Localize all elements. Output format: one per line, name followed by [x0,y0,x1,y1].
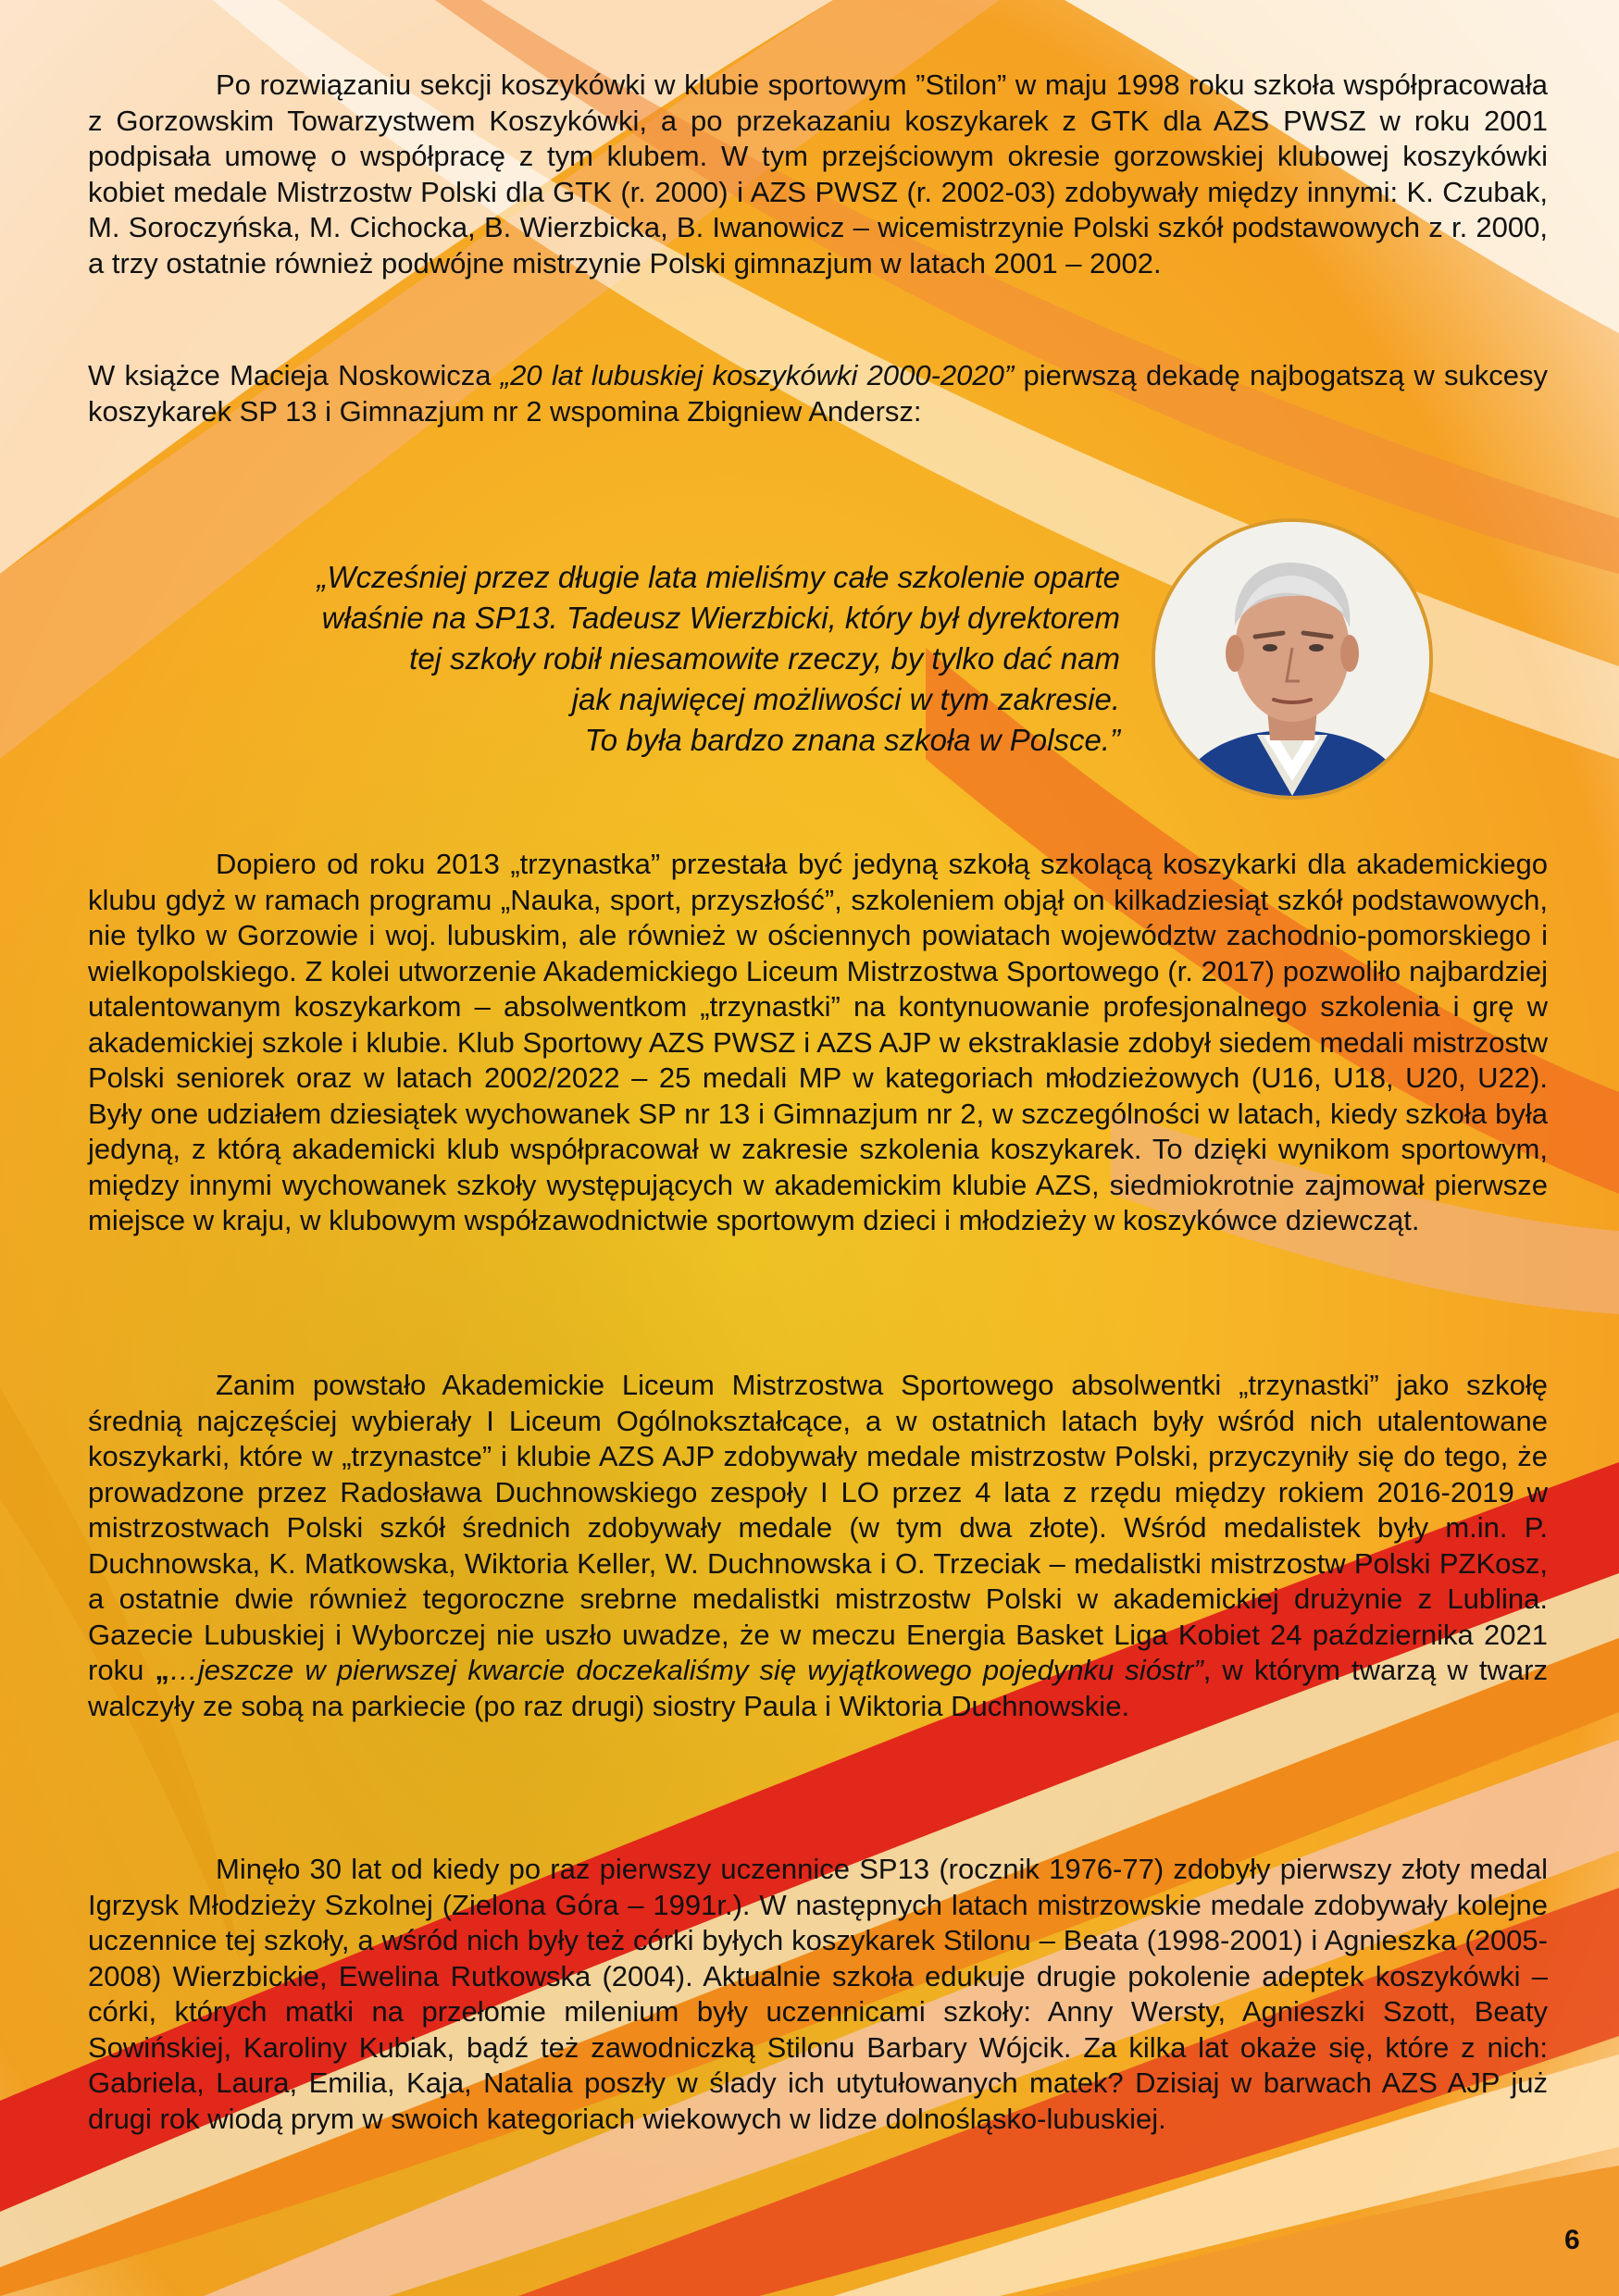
paragraph-2-intro: W książce Macieja Noskowicza [88,359,501,391]
paragraph-1-text: Po rozwiązaniu sekcji koszykówki w klubie sportowym ”Stilon” w maju 1998 roku szkoła współpracowała z Gorzowskim Towarzystwem Koszykówki, a po przekazaniu koszykarek z GTK dla AZS PWSZ w roku 2001 podpisała umowę o współpracę z tym klubem. W tym przejściowym okresie gorzowskiej klubowej koszykówki kobiet medale Mistrzostw Polski dla GTK (r. 2000) i AZS PWSZ (r. 2002-03) zdobywały między innymi: K. Czubak, M. Soroczyńska, M. Cichocka, B. Wierzbicka, B. Iwanowicz – wicemistrzynie Polski szkół podstawowych z r. 2000, a trzy ostatnie również podwójne mistrzynie Polski gimnazjum w latach 2001 – 2002. [88,68,1548,279]
quote-line: jak najwięcej możliwości w tym zakresie. [571,682,1120,716]
paragraph-4-intro: Zanim powstało Akademickie Liceum Mistrzostwa Sportowego absolwentki „trzynastki” jako szkołę średnią najczęściej wybierały I Liceum Ogólnokształcące, a w ostatnich latach były wśród nich utalentowane koszykarki, które w „trzynastce” i klubie AZS AJP zdobywały medale mistrzostw Polski, przyczyniły się do tego, że prowadzone przez Radosława Duchnowskiego zespoły I LO przez 4 lata z rzędu między rokiem 2016-2019 w mistrzostwach Polski szkół średnich zdobywały medale (w tym dwa złote). Wśród medalistek były m.in. P. Duchnowska, K. Matkowska, Wiktoria Keller, W. Duchnowska i O. Trzeciak – medalistki mistrzostw Polski PZKosz, a ostatnie dwie również tegoroczne srebrne medalistki mistrzostw Polski w akademickiej drużynie z Lublina. Gazecie Lubuskiej i Wyborczej nie uszło uwadze, że w meczu Energia Basket Liga Kobiet 24 października 2021 roku [88,1369,1548,1686]
newspaper-quote: …jeszcze w pierwszej kwarcie doczekaliśmy się wyjątkowego pojedynku sióstr [168,1654,1194,1686]
quote-line: „Wcześniej przez długie lata mieliśmy całe szkolenie oparte [317,560,1120,594]
page-number: 6 [1564,2225,1580,2255]
quote-line: To była bardzo znana szkoła w Polsce.” [584,723,1120,757]
paragraph-4-outro: , w którym twarzą w twarz walczyły ze sobą na parkiecie (po raz drugi) siostry Paula i Wiktoria Duchnowskie. [88,1654,1548,1722]
quote-line: tej szkoły robił niesamowite rzeczy, by tylko dać nam [409,641,1120,676]
paragraph-4-text [88,1368,1548,1724]
man-portrait-icon [1155,522,1429,796]
paragraph-1 [88,68,1548,281]
paragraph-3 [88,847,1548,1239]
paragraph-5-text: Minęło 30 lat od kiedy po raz pierwszy uczennice SP13 (rocznik 1976-77) zdobyły pierwszy złoty medal Igrzysk Młodzieży Szkolnej (Zielona Góra – 1991r.). W następnych latach mistrzowskie medale zdobywały kolejne uczennice tej szkoły, a wśród nich były też córki byłych koszykarek Stilonu – Beata (1998-2001) i Agnieszka (2005-2008) Wierzbickie, Ewelina Rutkowska (2004). Aktualnie szkoła edukuje drugie pokolenie adeptek koszykówki – córki, których matki na przełomie milenium były uczennicami szkoły: Anny Wersty, Agnieszki Szott, Beaty Sowińskiej, Karoliny Kubiak, bądź też zawodniczką Stilonu Barbary Wójcik. Za kilka lat okaże się, które z nich: Gabriela, Laura, Emilia, Kaja, Natalia poszły w ślady ich utytułowanych matek? Dzisiaj w barwach AZS AJP już drugi rok wiodą prym w swoich kategoriach wiekowych w lidze dolnośląsko-lubuskiej. [88,1853,1548,2135]
paragraph-3-text: Dopiero od roku 2013 „trzynastka” przestała być jedyną szkołą szkolącą koszykarki dla akademickiego klubu gdyż w ramach programu „Nauka, sport, przyszłość”, szkoleniem objął on kilkadziesiąt szkół podstawowych, nie tylko w Gorzowie i woj. lubuskim, ale również w ościennych powiatach województw zachodnio-pomorskiego i wielkopolskiego. Z kolei utworzenie Akademickiego Liceum Mistrzostwa Sportowego (r. 2017) pozwoliło najbardziej utalentowanym koszykarkom – absolwentkom „trzynastki” na kontynuowanie profesjonalnego szkolenia i grę w akademickiej szkole i klubie. Klub Sportowy AZS PWSZ i AZS AJP w ekstraklasie zdobył siedem medali mistrzostw Polski seniorek oraz w latach 2002/2022 – 25 medali MP w kategoriach młodzieżowych (U16, U18, U20, U22). Były one udziałem dziesiątek wychowanek SP nr 13 i Gimnazjum nr 2, w szczególności w latach, kiedy szkoła była jedyną, z którą akademicki klub współpracował w zakresie szkolenia koszykarek. To dzięki wynikom sportowym, między innymi wychowanek szkoły występujących w akademickim klubie AZS, siedmiokrotnie zajmował pierwsze miejsce w kraju, w klubowym współzawodnictwie sportowym dzieci i młodzieży w koszykówce dziewcząt. [88,848,1548,1236]
book-title: „20 lat lubuskiej koszykówki 2000-2020” [500,359,1015,391]
paragraph-2-text [88,358,1548,429]
quote-close-mark: ” [1193,1654,1203,1686]
portrait-photo [1152,518,1433,800]
paragraph-2-outro: pierwszą dekadę najbogatszą w sukcesy koszykarek SP 13 i Gimnazjum nr 2 wspomina Zbigniew Andersz: [88,359,1548,428]
quote-line: właśnie na SP13. Tadeusz Wierzbicki, który był dyrektorem [321,601,1120,635]
paragraph-2 [88,358,1548,429]
quote-open-mark: „ [155,1654,169,1686]
paragraph-5 [88,1852,1548,2137]
pull-quote [176,557,1120,761]
paragraph-4 [88,1368,1548,1724]
